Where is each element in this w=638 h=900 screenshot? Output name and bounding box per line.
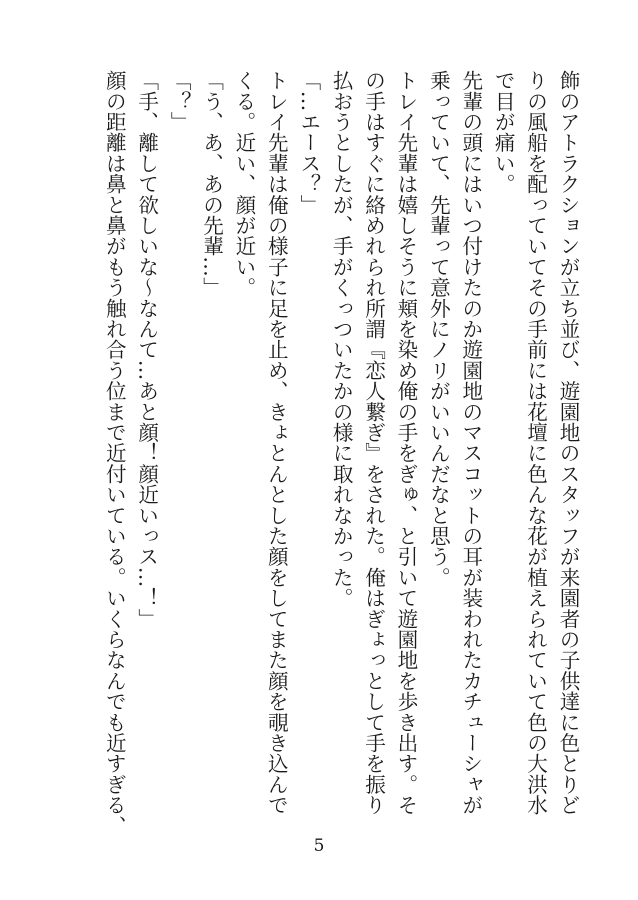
text-line: くる。近い、顔が近い。 xyxy=(231,70,256,298)
text-line: トレイ先輩は俺の様子に足を止め、きょとんとした顔をしてまた顔を覗き込んで xyxy=(264,70,289,816)
text-line: で目が痛い。 xyxy=(491,70,516,195)
dialogue-line: 「手、離して欲しいな〜なんて…あと顔！顔近いっス…！」 xyxy=(134,70,159,629)
text-line: 払おうとしたが、手がくっついたかの様に取れなかった。 xyxy=(329,70,354,609)
vertical-text-body xyxy=(98,70,584,836)
text-line: の手はすぐに絡めれられ所謂『恋人繋ぎ』をされた。俺はぎょっとして手を振り xyxy=(361,70,386,816)
text-line: 乗っていて、先輩って意外にノリがいいんだなと思う。 xyxy=(426,70,451,588)
text-line: 飾のアトラクションが立ち並び、遊園地のスタッフが来園者の子供達に色とりど xyxy=(556,70,580,816)
text-line: 先輩の頭にはいつ付けたのか遊園地のマスコットの耳が装われたカチューシャが xyxy=(458,70,483,816)
text-line: 顔の距離は鼻と鼻がもう触れ合う位まで近付いている。いくらなんでも近すぎる、 xyxy=(102,70,127,836)
text-line: りの風船を配っていてその手前には花壇に色んな花が植えられていて色の大洪水 xyxy=(523,70,548,816)
page-number: 5 xyxy=(313,836,325,856)
text-line: トレイ先輩は嬉しそうに頬を染め俺の手をぎゅ、と引いて遊園地を歩き出す。そ xyxy=(393,70,418,816)
dialogue-line: 「…エース？」 xyxy=(296,70,321,215)
dialogue-line: 「？」 xyxy=(167,70,192,133)
dialogue-line: 「う、あ、あの先輩…」 xyxy=(199,70,224,298)
